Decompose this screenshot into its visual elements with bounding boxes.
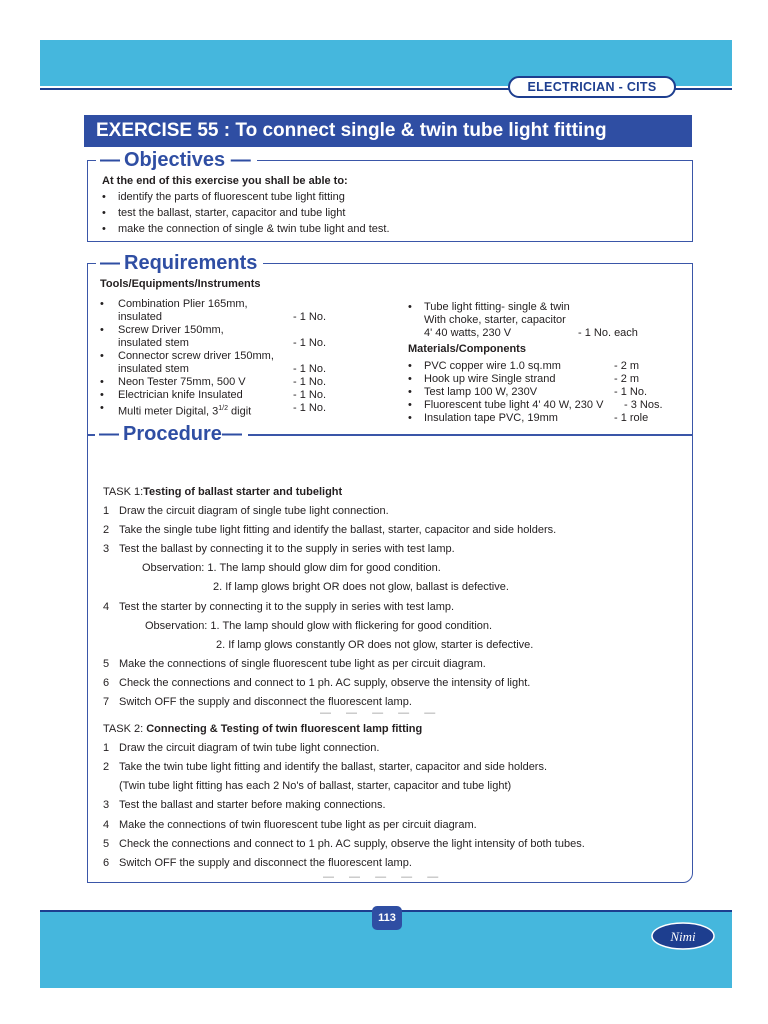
task1-heading: TASK 1:Testing of ballast starter and tubelight: [103, 486, 343, 498]
tools-heading: Tools/Equipments/Instruments: [100, 278, 261, 290]
step-note: (Twin tube light fitting has each 2 No's of ballast, starter, capacitor and tube light): [119, 780, 512, 792]
tool-qty: - 1 No.: [293, 363, 327, 375]
step-number: 1: [103, 742, 110, 754]
material-qty: - 3 Nos.: [624, 399, 663, 411]
step-text: Make the connections of twin fluorescent tube light as per circuit diagram.: [119, 819, 477, 831]
requirements-section: — Requirements Tools/Equipments/Instruments • Combination Plier 165mm, insulated - 1 No. • Screw Driver 150mm, insulated stem - 1 No. • Connector screw driver 150mm, insulated stem - 1 No. • Neon Tester 75mm, 500 V - 1 No. • Electrician knife Insulated - 1 No. • Multi meter Digital, $3^{1/2}$ digit - 1 No. • Tube light fitting- single & twin With choke, starter, capacitor 4' 40 watts, 230 V - 1 No. each Materials/Components • PVC copper wire 1.0 sq.mm - 2 m • Hook up wire Single strand - 2 m • Test lamp 100 W, 230V - 1 No. • Fluorescent tube light 4' 40 W, 230 V - 3 Nos. • Insulation tape PVC, 19mm - 1 role: [87, 263, 693, 435]
bullet-icon: •: [408, 399, 412, 411]
bullet-icon: •: [100, 376, 104, 388]
step-text: Test the ballast by connecting it to the supply in series with test lamp.: [119, 543, 455, 555]
material-name: Insulation tape PVC, 19mm: [424, 412, 558, 424]
bullet-icon: •: [408, 386, 412, 398]
observation-text: 2. If lamp glows bright OR does not glow, ballast is defective.: [213, 581, 509, 593]
observation-text: Observation: 1. The lamp should glow dim for good condition.: [142, 562, 441, 574]
objective-item: make the connection of single & twin tube light and test.: [118, 223, 390, 235]
step-text: Make the connections of single fluorescent tube light as per circuit diagram.: [119, 658, 486, 670]
tool-name-cont: insulated: [118, 311, 163, 323]
objective-item: test the ballast, starter, capacitor and tube light: [118, 207, 346, 219]
bullet-icon: •: [100, 324, 104, 336]
step-text: Switch OFF the supply and disconnect the fluorescent lamp.: [119, 696, 412, 708]
step-text: Draw the circuit diagram of twin tube light connection.: [119, 742, 380, 754]
tool-name: Combination Plier 165mm,: [118, 298, 248, 310]
nimi-logo: [650, 920, 716, 952]
procedure-section: — Procedure— TASK 1:Testing of ballast starter and tubelight 1 Draw the circuit diagram of single tube light connection. 2 Take the single tube light fitting and identify the ballast, starter, capacitor and side holders. 3 Test the ballast by connecting it to the supply in series with test lamp. Observation: 1. The lamp should glow dim for good condition. 2. If lamp glows bright OR does not glow, ballast is defective. 4 Test the starter by connecting it to the supply in series with test lamp. Observation: 1. The lamp should glow with flickering for good condition. 2. If lamp glows constantly OR does not glow, starter is defective. 5 Make the connections of single fluorescent tube light as per circuit diagram. 6 Check the connections and connect to 1 ph. AC supply, observe the intensity of light. 7 Switch OFF the supply and disconnect the fluorescent lamp. — — — — — TASK 2: Connecting & Testing of twin fluorescent lamp fitting 1 Draw the circuit diagram of twin tube light connection. 2 Take the twin tube light fitting and identify the ballast, starter, capacitor and side holders. (Twin tube light fitting has each 2 No's of ballast, starter, capacitor and tube light) 3 Test the ballast and starter before making connections. 4 Make the connections of twin fluorescent tube light as per circuit diagram. 5 Check the connections and connect to 1 ph. AC supply, observe the light intensity of both tubes. 6 Switch OFF the supply and disconnect the fluorescent lamp. — — — — —: [87, 435, 693, 883]
equipment-line: Tube light fitting- single & twin: [424, 301, 570, 313]
tool-qty: - 1 No.: [293, 402, 327, 414]
step-number: 6: [103, 857, 110, 869]
bullet-icon: •: [100, 402, 104, 414]
step-number: 5: [103, 658, 110, 670]
material-qty: - 1 role: [614, 412, 649, 424]
tool-qty: - 1 No.: [293, 376, 327, 388]
material-name: PVC copper wire 1.0 sq.mm: [424, 360, 561, 372]
material-name: Test lamp 100 W, 230V: [424, 386, 538, 398]
page-number: 113: [372, 906, 402, 930]
bullet-icon: •: [100, 389, 104, 401]
step-text: Test the ballast and starter before making connections.: [119, 799, 386, 811]
step-text: Check the connections and connect to 1 ph. AC supply, observe the intensity of light.: [119, 677, 531, 689]
step-number: 2: [103, 761, 110, 773]
material-qty: - 2 m: [614, 373, 640, 385]
step-text: Take the single tube light fitting and identify the ballast, starter, capacitor and side holders.: [119, 524, 557, 536]
step-number: 4: [103, 819, 110, 831]
step-number: 4: [103, 601, 110, 613]
step-number: 2: [103, 524, 110, 536]
material-qty: - 1 No.: [614, 386, 648, 398]
step-number: 3: [103, 543, 110, 555]
observation-text: Observation: 1. The lamp should glow with flickering for good condition.: [145, 620, 493, 632]
tool-name: Multi meter Digital, $3^{1/2}$ digit: [118, 405, 252, 418]
tool-name: Connector screw driver 150mm,: [118, 350, 274, 362]
tool-name: Neon Tester 75mm, 500 V: [118, 376, 246, 388]
requirements-heading: Requirements: [124, 252, 258, 274]
materials-heading: Materials/Components: [408, 343, 526, 355]
bullet-icon: •: [102, 223, 106, 235]
task-separator: — — — — —: [320, 707, 442, 719]
equipment-qty: - 1 No. each: [578, 327, 638, 339]
procedure-heading: Procedure: [123, 423, 222, 445]
objectives-heading: Objectives: [124, 149, 226, 171]
bullet-icon: •: [102, 207, 106, 219]
step-text: Check the connections and connect to 1 ph. AC supply, observe the light intensity of both tubes.: [119, 838, 585, 850]
objectives-section: — Objectives — At the end of this exercise you shall be able to: • identify the parts of fluorescent tube light fitting • test the ballast, starter, capacitor and tube light • make the connection of single & twin tube light and test.: [87, 160, 693, 242]
equipment-line: With choke, starter, capacitor: [424, 314, 566, 326]
tool-qty: - 1 No.: [293, 337, 327, 349]
step-text: Test the starter by connecting it to the supply in series with test lamp.: [119, 601, 455, 613]
step-text: Draw the circuit diagram of single tube light connection.: [119, 505, 389, 517]
logo-text: Nimi: [670, 929, 696, 944]
equipment-line: 4' 40 watts, 230 V: [424, 327, 512, 339]
trade-tag: ELECTRICIAN - CITS: [508, 76, 676, 98]
step-number: 5: [103, 838, 110, 850]
bullet-icon: •: [102, 191, 106, 203]
material-name: Hook up wire Single strand: [424, 373, 556, 385]
step-number: 6: [103, 677, 110, 689]
observation-text: 2. If lamp glows constantly OR does not glow, starter is defective.: [216, 639, 534, 651]
step-number: 7: [103, 696, 110, 708]
tool-name: Electrician knife Insulated: [118, 389, 243, 401]
step-number: 1: [103, 505, 110, 517]
tool-name: Screw Driver 150mm,: [118, 324, 224, 336]
end-separator: — — — — —: [323, 871, 445, 883]
tool-qty: - 1 No.: [293, 389, 327, 401]
bullet-icon: •: [408, 373, 412, 385]
bullet-icon: •: [100, 298, 104, 310]
material-qty: - 2 m: [614, 360, 640, 372]
bullet-icon: •: [408, 360, 412, 372]
tool-qty: - 1 No.: [293, 311, 327, 323]
task2-heading: TASK 2: Connecting & Testing of twin fluorescent lamp fitting: [103, 723, 423, 735]
objectives-intro: At the end of this exercise you shall be able to:: [102, 175, 348, 187]
step-text: Switch OFF the supply and disconnect the fluorescent lamp.: [119, 857, 412, 869]
tool-name-cont: insulated stem: [118, 337, 189, 349]
step-text: Take the twin tube light fitting and identify the ballast, starter, capacitor and side holders.: [119, 761, 548, 773]
bullet-icon: •: [408, 301, 412, 313]
step-number: 3: [103, 799, 110, 811]
exercise-title: EXERCISE 55 : To connect single & twin tube light fitting: [84, 115, 692, 147]
tool-name-cont: insulated stem: [118, 363, 189, 375]
material-name: Fluorescent tube light 4' 40 W, 230 V: [424, 399, 604, 411]
bullet-icon: •: [408, 412, 412, 424]
bullet-icon: •: [100, 350, 104, 362]
objective-item: identify the parts of fluorescent tube light fitting: [118, 191, 345, 203]
